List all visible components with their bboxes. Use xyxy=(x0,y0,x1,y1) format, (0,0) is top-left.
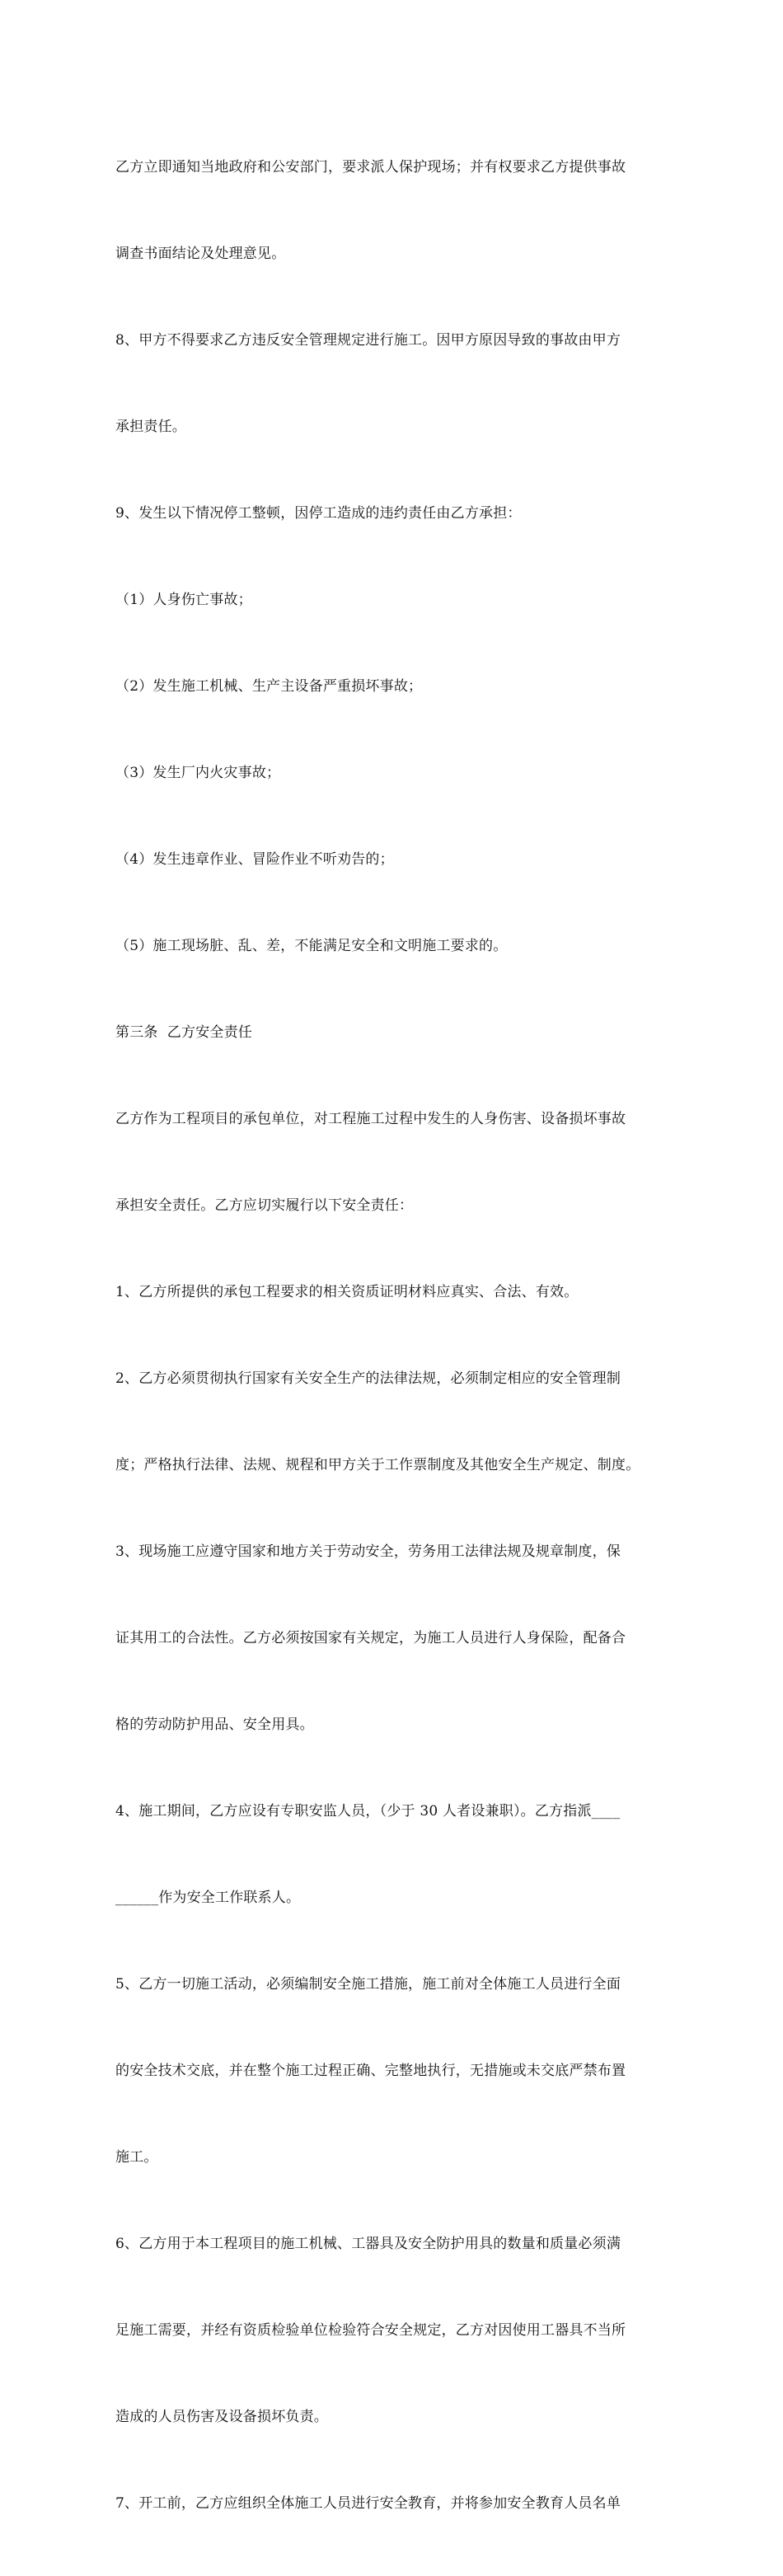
list-item: （5）施工现场脏、乱、差，不能满足安全和文明施工要求的。 xyxy=(115,938,508,954)
text-line: 9、发生以下情况停工整顿，因停工造成的违约责任由乙方承担： xyxy=(115,505,522,522)
list-item: （3）发生厂内火灾事故； xyxy=(115,765,281,781)
text-line: 乙方立即通知当地政府和公安部门，要求派人保护现场；并有权要求乙方提供事故 xyxy=(115,159,626,176)
text-line: 7、开工前，乙方应组织全体施工人员进行安全教育，并将参加安全教育人员名单 xyxy=(115,2495,621,2512)
text-line: 5、乙方一切施工活动，必须编制安全施工措施，施工前对全体施工人员进行全面 xyxy=(115,1976,621,1993)
text-line: 2、乙方必须贯彻执行国家有关安全生产的法律法规，必须制定相应的安全管理制 xyxy=(115,1370,621,1387)
text-line: 调查书面结论及处理意见。 xyxy=(115,246,286,262)
text-line: ______作为安全工作联系人。 xyxy=(115,1890,301,1906)
text-line: 4、施工期间，乙方应设有专职安监人员，（少于 30 人者设兼职）。乙方指派____ xyxy=(115,1803,621,1820)
text-line: 6、乙方用于本工程项目的施工机械、工器具及安全防护用具的数量和质量必须满 xyxy=(115,2236,621,2252)
text-line: 足施工需要，并经有资质检验单位检验符合安全规定，乙方对因使用工器具不当所 xyxy=(115,2322,626,2339)
list-item: （2）发生施工机械、生产主设备严重损坏事故； xyxy=(115,678,423,695)
text-line: 证其用工的合法性。乙方必须按国家有关规定，为施工人员进行人身保险，配备合 xyxy=(115,1630,626,1646)
section-heading: 第三条 乙方安全责任 xyxy=(115,1024,253,1041)
text-line: 度；严格执行法律、法规、规程和甲方关于工作票制度及其他安全生产规定、制度。 xyxy=(115,1457,640,1473)
text-line: 承担责任。 xyxy=(115,419,186,435)
text-line: 造成的人员伤害及设备损坏负责。 xyxy=(115,2409,328,2425)
list-item: （4）发生违章作业、冒险作业不听劝告的； xyxy=(115,851,394,868)
document-body xyxy=(115,96,676,2576)
text-line: 格的劳动防护用品、安全用具。 xyxy=(115,1717,314,1733)
text-line: 8、甲方不得要求乙方违反安全管理规定进行施工。因甲方原因导致的事故由甲方 xyxy=(115,332,621,349)
text-line: 乙方作为工程项目的承包单位，对工程施工过程中发生的人身伤害、设备损坏事故 xyxy=(115,1111,626,1127)
text-line: 3、现场施工应遵守国家和地方关于劳动安全，劳务用工法律法规及规章制度，保 xyxy=(115,1543,621,1560)
text-line: 1、乙方所提供的承包工程要求的相关资质证明材料应真实、合法、有效。 xyxy=(115,1284,579,1300)
text-line: 施工。 xyxy=(115,2149,158,2166)
text-line: 的安全技术交底，并在整个施工过程正确、完整地执行，无措施或未交底严禁布置 xyxy=(115,2063,626,2079)
text-line: 承担安全责任。乙方应切实履行以下安全责任： xyxy=(115,1197,414,1214)
list-item: （1）人身伤亡事故； xyxy=(115,592,252,608)
